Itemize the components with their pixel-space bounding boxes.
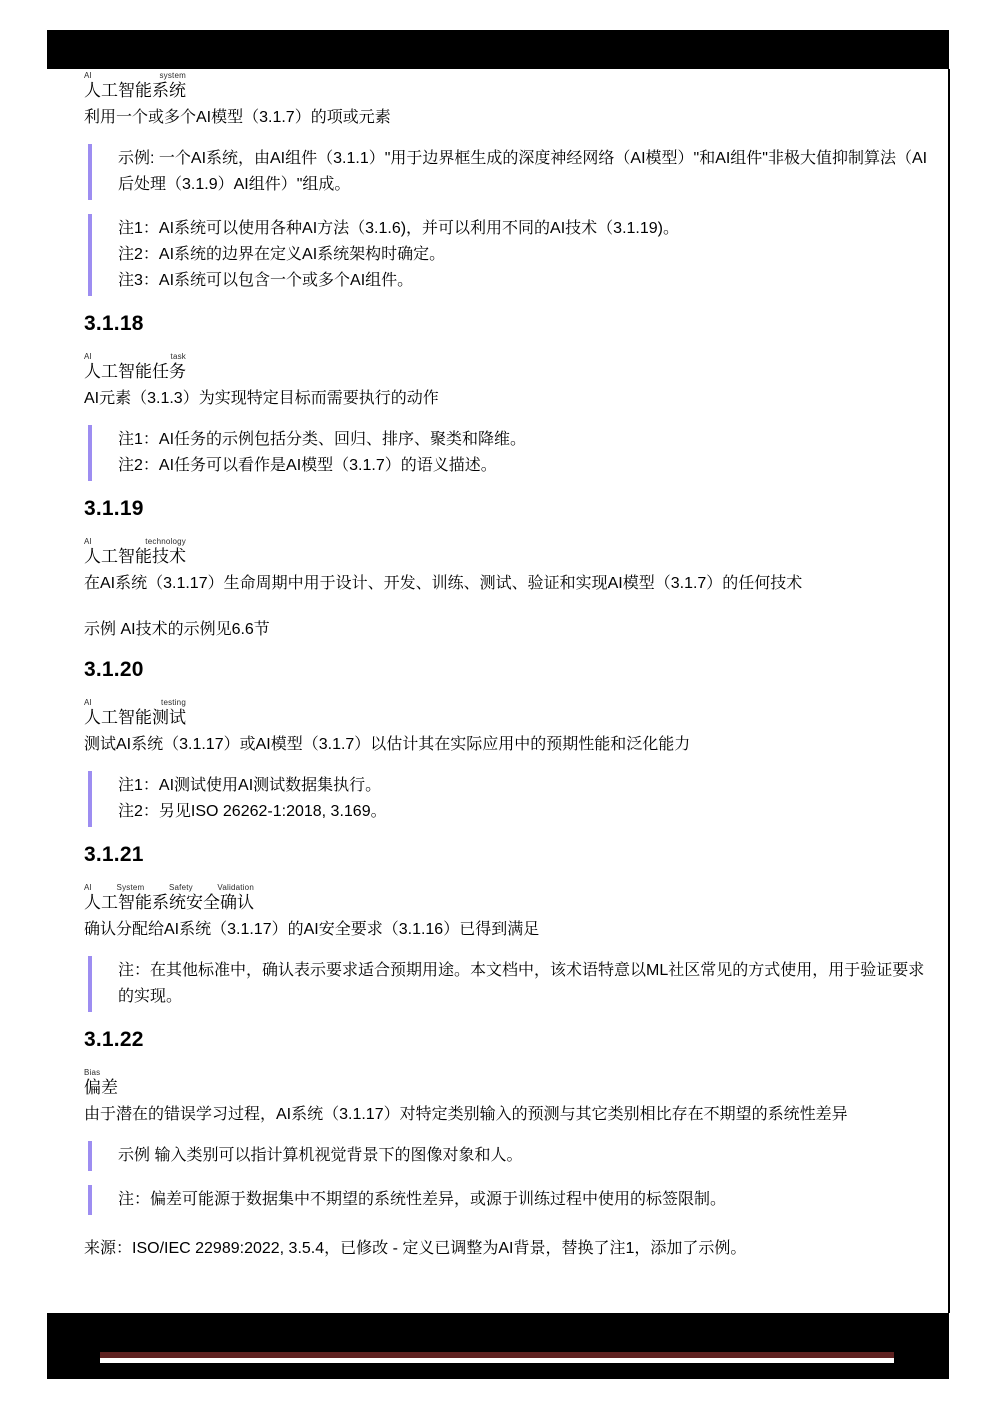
ruby-annotation-row	[84, 883, 254, 892]
term-definition: 由于潜在的错误学习过程，AI系统（3.1.17）对特定类别输入的预测与其它类别相比存在不期望的系统性差异	[84, 1106, 848, 1123]
page-content	[0, 69, 993, 1261]
clause-number: 3.1.22	[84, 1028, 144, 1051]
notes-block	[88, 214, 935, 296]
term-title	[84, 1068, 118, 1098]
term-entry-3-1-20	[84, 658, 935, 827]
ruby-annotation-row	[84, 71, 186, 80]
ruby-word: Bias	[84, 1068, 101, 1077]
redacted-footer-bar	[47, 1313, 949, 1379]
ruby-word: System	[116, 883, 145, 892]
example-text: 示例 输入类别可以指计算机视觉背景下的图像对象和人。	[118, 1147, 523, 1164]
notes-block	[88, 425, 935, 481]
ruby-word: system	[159, 71, 186, 80]
note-line: 注：偏差可能源于数据集中不期望的系统性差异，或源于训练过程中使用的标签限制。	[118, 1191, 727, 1208]
term-definition: 测试AI系统（3.1.17）或AI模型（3.1.7）以估计其在实际应用中的预期性能和泛化能力	[84, 736, 691, 753]
note-line: 注2：AI系统的边界在定义AI系统架构时确定。	[118, 246, 446, 263]
term-entry-3-1-19	[84, 497, 935, 642]
ruby-annotation-row	[84, 1068, 118, 1077]
term-definition: 确认分配给AI系统（3.1.17）的AI安全要求（3.1.16）已得到满足	[84, 921, 540, 938]
term-text: 人工智能任务	[84, 362, 186, 381]
ruby-word: technology	[145, 537, 186, 546]
notes-block	[88, 1185, 935, 1215]
term-entry-3-1-21	[84, 843, 935, 1012]
ruby-word: AI	[84, 71, 92, 80]
term-entry-3-1-18	[84, 312, 935, 481]
term-text: 人工智能系统	[84, 81, 186, 100]
ruby-annotation-row	[84, 537, 186, 546]
clause-number: 3.1.19	[84, 497, 144, 520]
clause-number: 3.1.18	[84, 312, 144, 335]
note-line: 注2：另见ISO 26262-1:2018, 3.169。	[118, 803, 387, 820]
term-title	[84, 71, 186, 101]
ruby-word: AI	[84, 883, 92, 892]
term-definition: 利用一个或多个AI模型（3.1.7）的项或元素	[84, 109, 391, 126]
example-block	[88, 1141, 935, 1171]
note-line: 注1：AI系统可以使用各种AI方法（3.1.6)，并可以利用不同的AI技术（3.1.19)。	[118, 220, 679, 237]
ruby-word: testing	[161, 698, 186, 707]
term-text: 人工智能系统安全确认	[84, 893, 254, 912]
ruby-word: Validation	[217, 883, 254, 892]
ruby-word: AI	[84, 698, 92, 707]
ruby-word: Safety	[168, 883, 193, 892]
term-definition: AI元素（3.1.3）为实现特定目标而需要执行的动作	[84, 390, 439, 407]
note-line: 注：在其他标准中，确认表示要求适合预期用途。本文档中，该术语特意以ML社区常见的方式使用，用于验证要求的实现。	[118, 962, 925, 1005]
example-text: 示例: 一个AI系统，由AI组件（3.1.1）"用于边界框生成的深度神经网络（AI模型）"和AI组件"非极大值抑制算法（AI后处理（3.1.9）AI组件）"组成。	[118, 150, 928, 193]
ruby-annotation-row	[84, 352, 186, 361]
ruby-word: AI	[84, 537, 92, 546]
term-title	[84, 698, 186, 728]
example-plain-text: 示例 AI技术的示例见6.6节	[84, 621, 270, 638]
term-title	[84, 352, 186, 382]
clause-number: 3.1.21	[84, 843, 144, 866]
term-title	[84, 537, 186, 567]
term-definition: 在AI系统（3.1.17）生命周期中用于设计、开发、训练、测试、验证和实现AI模型（3.1.7）的任何技术	[84, 575, 803, 592]
ruby-annotation-row	[84, 698, 186, 707]
term-entry-3-1-22	[84, 1028, 935, 1215]
term-text: 人工智能技术	[84, 547, 186, 566]
term-title	[84, 883, 254, 913]
term-text: 人工智能测试	[84, 708, 186, 727]
example-block	[88, 144, 935, 200]
clause-number: 3.1.20	[84, 658, 144, 681]
source-line: 来源：ISO/IEC 22989:2022, 3.5.4，已修改 - 定义已调整为AI背景，替换了注1，添加了示例。	[84, 1240, 747, 1257]
notes-block	[88, 956, 935, 1012]
ruby-word: AI	[84, 352, 92, 361]
note-line: 注2：AI任务可以看作是AI模型（3.1.7）的语义描述。	[118, 457, 497, 474]
term-text: 偏差	[84, 1078, 118, 1097]
note-line: 注1：AI测试使用AI测试数据集执行。	[118, 777, 382, 794]
note-line: 注1：AI任务的示例包括分类、回归、排序、聚类和降维。	[118, 431, 527, 448]
notes-block	[88, 771, 935, 827]
ruby-word: task	[170, 352, 186, 361]
term-entry-3-1-17	[84, 69, 935, 296]
footer-rule-white	[100, 1358, 894, 1363]
note-line: 注3：AI系统可以包含一个或多个AI组件。	[118, 272, 414, 289]
redacted-header-bar	[47, 30, 949, 69]
